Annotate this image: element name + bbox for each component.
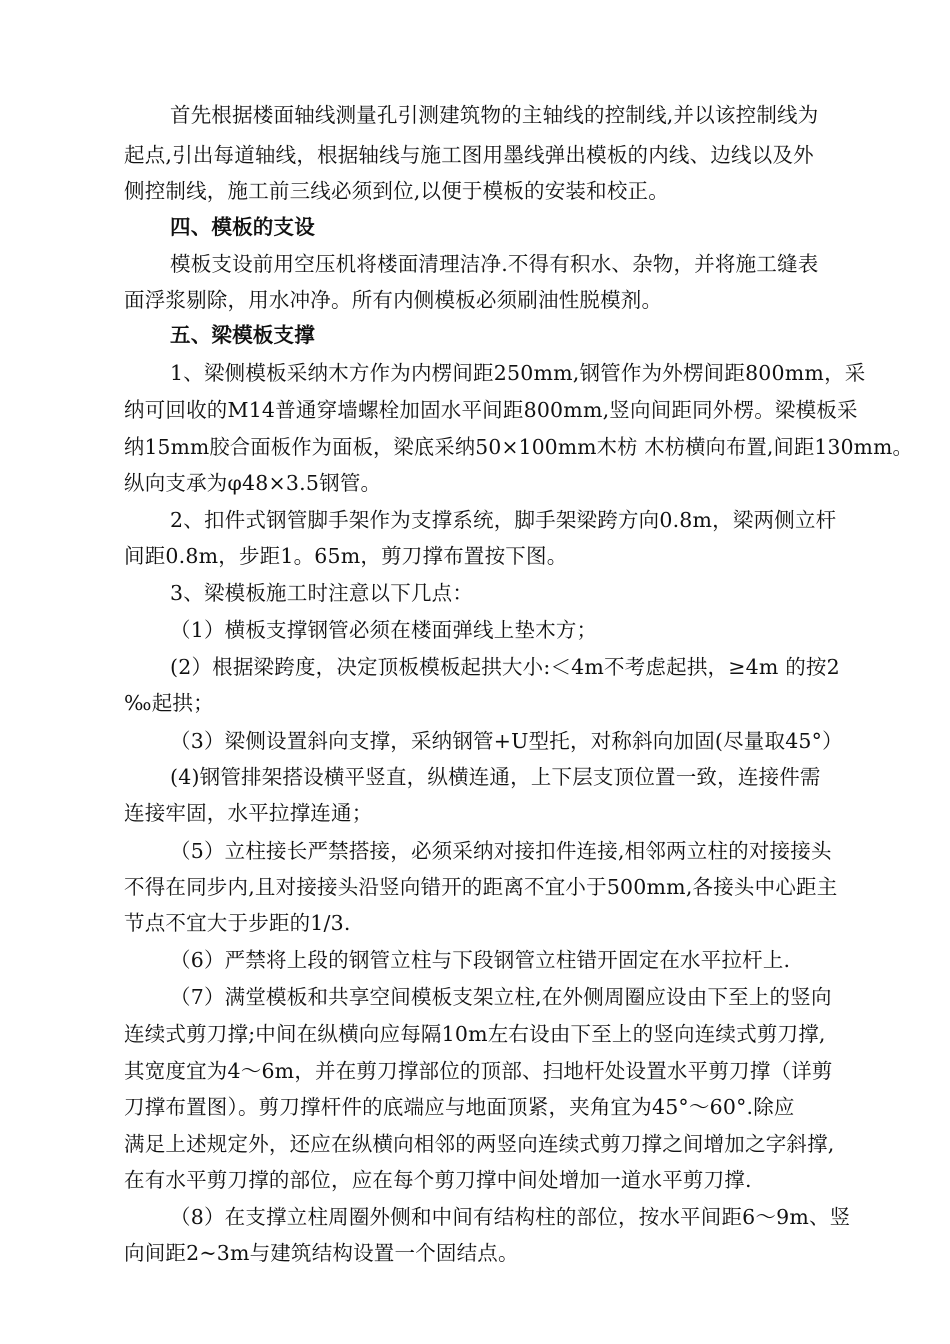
item-1-line-3: 纳15mm胶合面板作为面板，梁底采纳50×100mm木枋 木枋横向布置,间距130mm。 bbox=[124, 435, 913, 459]
item-3-sub-5-line-1: （5）立柱接长严禁搭接，必须采纳对接扣件连接,相邻两立柱的对接接头 bbox=[170, 839, 832, 863]
item-3-sub-7-line-4: 刀撑布置图）。剪刀撑杆件的底端应与地面顶紧，夹角宜为45°～60°.除应 bbox=[124, 1095, 795, 1119]
paragraph-control-lines-line-3: 侧控制线，施工前三线必须到位,以便于模板的安装和校正。 bbox=[124, 179, 669, 203]
paragraph-control-lines-line-1: 首先根据楼面轴线测量孔引测建筑物的主轴线的控制线,并以该控制线为 bbox=[170, 103, 819, 127]
paragraph-control-lines-line-2: 起点,引出每道轴线，根据轴线与施工图用墨线弹出模板的内线、边线以及外 bbox=[124, 143, 814, 167]
item-3-intro: 3、梁模板施工时注意以下几点： bbox=[170, 581, 474, 605]
item-3-sub-8-line-1: （8）在支撑立柱周圈外侧和中间有结构柱的部位，按水平间距6～9m、竖 bbox=[170, 1205, 851, 1229]
section-four-heading: 四、模板的支设 bbox=[170, 215, 315, 239]
item-3-sub-5-line-2: 不得在同步内,且对接接头沿竖向错开的距离不宜小于500mm,各接头中心距主 bbox=[124, 875, 838, 899]
item-3-sub-7-line-2: 连续式剪刀撑;中间在纵横向应每隔10m左右设由下至上的竖向连续式剪刀撑, bbox=[124, 1022, 826, 1046]
section-four-line-1: 模板支设前用空压机将楼面清理洁净.不得有积水、杂物，并将施工缝表 bbox=[170, 252, 819, 276]
item-2-line-2: 间距0.8m，步距1。65m，剪刀撑布置按下图。 bbox=[124, 544, 568, 568]
item-3-sub-7-line-6: 在有水平剪刀撑的部位，应在每个剪刀撑中间处增加一道水平剪刀撑. bbox=[124, 1168, 752, 1192]
item-3-sub-7-line-3: 其宽度宜为4～6m，并在剪刀撑部位的顶部、扫地杆处设置水平剪刀撑（详剪 bbox=[124, 1059, 833, 1083]
item-3-sub-5-line-3: 节点不宜大于步距的1/3. bbox=[124, 911, 351, 935]
item-3-sub-4-line-2: 连接牢固，水平拉撑连通； bbox=[124, 801, 373, 825]
item-2-line-1: 2、扣件式钢管脚手架作为支撑系统，脚手架梁跨方向0.8m，梁两侧立杆 bbox=[170, 508, 837, 532]
section-five-heading: 五、梁模板支撑 bbox=[170, 323, 315, 347]
item-3-sub-7-line-1: （7）满堂模板和共享空间模板支架立柱,在外侧周圈应设由下至上的竖向 bbox=[170, 985, 832, 1009]
section-four-line-2: 面浮浆剔除，用水冲净。所有内侧模板必须刷油性脱模剂。 bbox=[124, 288, 663, 312]
item-1-line-1: 1、梁侧模板采纳木方作为内楞间距250mm,钢管作为外楞间距800mm，采 bbox=[170, 361, 866, 385]
item-3-sub-6: （6）严禁将上段的钢管立柱与下段钢管立柱错开固定在水平拉杆上. bbox=[170, 948, 791, 972]
item-3-sub-7-line-5: 满足上述规定外，还应在纵横向相邻的两竖向连续式剪刀撑之间增加之字斜撑, bbox=[124, 1132, 835, 1156]
item-3-sub-2-line-1: (2）根据梁跨度，决定顶板模板起拱大小:＜4m不考虑起拱，≥4m 的按2 bbox=[170, 655, 840, 679]
item-3-sub-1: （1）横板支撑钢管必须在楼面弹线上垫木方； bbox=[170, 618, 598, 642]
item-3-sub-4-line-1: (4)钢管排架搭设横平竖直，纵横连通，上下层支顶位置一致，连接件需 bbox=[170, 765, 821, 789]
item-3-sub-3: （3）梁侧设置斜向支撑，采纳钢管+U型托，对称斜向加固(尽量取45°） bbox=[170, 729, 843, 753]
item-3-sub-8-line-2: 向间距2~3m与建筑结构设置一个固结点。 bbox=[124, 1241, 519, 1265]
item-1-line-4: 纵向支承为φ48×3.5钢管。 bbox=[124, 471, 382, 495]
item-1-line-2: 纳可回收的M14普通穿墙螺栓加固水平间距800mm,竖向间距同外楞。梁模板采 bbox=[124, 398, 858, 422]
item-3-sub-2-line-2: ‰起拱； bbox=[124, 691, 214, 715]
